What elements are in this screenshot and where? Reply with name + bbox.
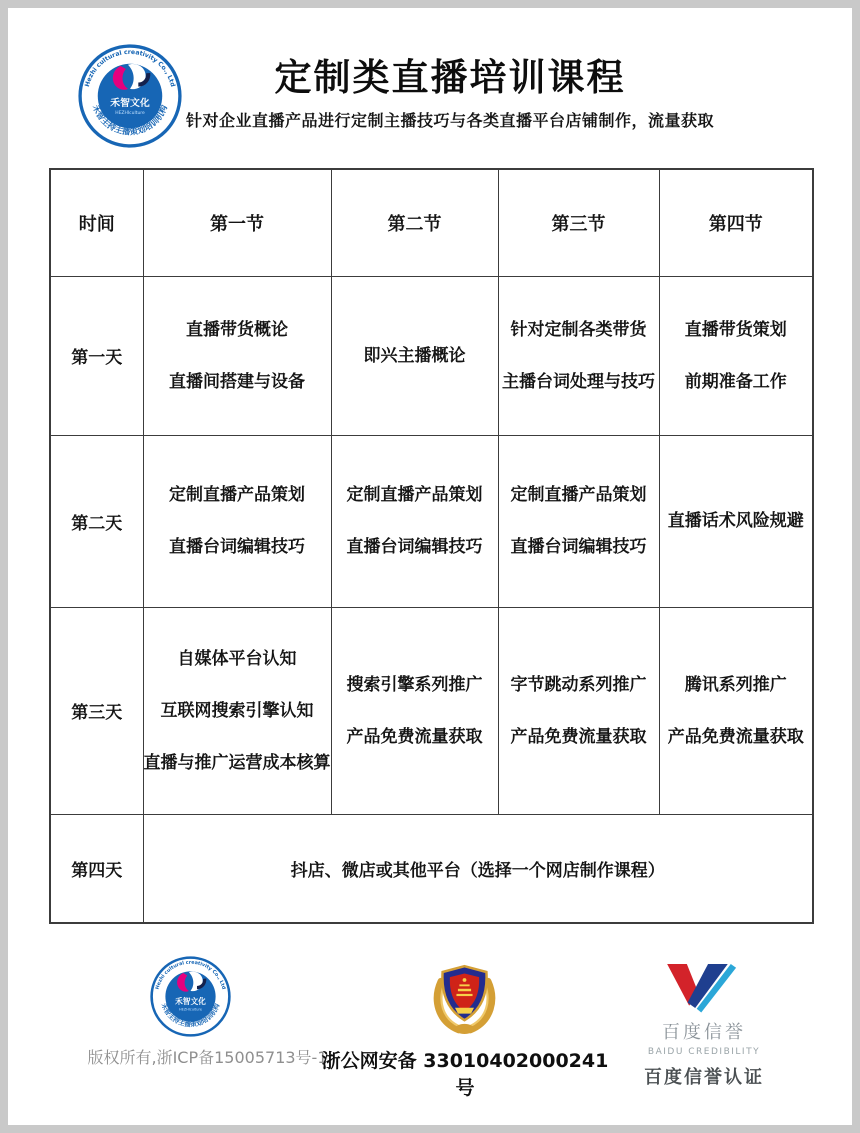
course-line: 主播台词处理与技巧 [502,371,655,392]
course-line: 直播台词编辑技巧 [346,537,483,557]
course-line: 定制直播产品策划 [346,485,483,505]
day-label: 第四天 [50,814,143,923]
course-line: 前期准备工作 [684,371,787,392]
course-schedule-table [49,168,814,924]
course-line: 腾讯系列推广 [684,674,787,695]
header-cell-session2: 第二节 [331,169,498,276]
table-row-day4 [50,814,813,923]
header-cell-session1: 第一节 [143,169,331,276]
course-cell [659,435,813,607]
course-cell [659,276,813,435]
page-title: 定制类直播培训课程 [274,56,626,99]
police-badge-icon[interactable] [428,960,501,1038]
course-line: 直播间搭建与设备 [169,371,305,392]
table-header-row [50,169,813,276]
course-cell [331,607,498,814]
police-record-link[interactable]: 浙公网安备 33010402000241号 [321,1050,609,1099]
table-row-day1 [50,276,813,435]
course-line: 直播带货策划 [684,319,787,340]
footer-company-logo [150,956,231,1037]
course-cell [143,435,331,607]
icp-record-link[interactable]: 版权所有,浙ICP备15005713号-1 [87,1048,328,1067]
course-line: 互联网搜索引擎认知 [160,700,314,721]
course-line: 直播与推广运营成本核算 [143,752,331,773]
course-cell [498,607,659,814]
day-label: 第三天 [50,607,143,814]
course-line: 产品免费流量获取 [667,726,804,747]
course-line: 针对定制各类带货 [510,319,647,340]
day-label: 第一天 [50,276,143,435]
header-cell-session4: 第四节 [659,169,813,276]
course-cell-merged: 抖店、微店或其他平台（选择一个网店制作课程） [143,814,813,923]
course-cell [659,607,813,814]
baidu-credibility-cn: 百度信誉 [662,1022,746,1043]
course-line: 自媒体平台认知 [177,648,297,669]
course-line: 产品免费流量获取 [510,726,647,747]
header-cell-session3: 第三节 [498,169,659,276]
course-line: 定制直播产品策划 [510,485,647,505]
header-cell-time: 时间 [50,169,143,276]
course-cell [498,435,659,607]
baidu-credibility-en: BAIDU CREDIBILITY [647,1047,761,1057]
course-line: 直播带货概论 [186,319,288,340]
course-line: 字节跳动系列推广 [510,674,647,695]
course-line: 直播话术风险规避 [667,511,804,531]
course-cell [498,276,659,435]
baidu-cert-label: 百度信誉认证 [644,1067,764,1088]
course-cell [331,435,498,607]
baidu-credibility-block[interactable] [604,1018,804,1089]
course-line: 定制直播产品策划 [169,485,305,505]
course-line: 直播台词编辑技巧 [169,537,305,557]
course-line: 直播台词编辑技巧 [510,537,647,557]
table-row-day2 [50,435,813,607]
header [60,56,840,131]
course-line: 产品免费流量获取 [346,726,483,747]
course-cell [143,607,331,814]
table-row-day3 [50,607,813,814]
day-label: 第二天 [50,435,143,607]
course-line: 即兴主播概论 [363,345,466,366]
baidu-credibility-icon[interactable] [664,964,740,1014]
page-subtitle: 针对企业直播产品进行定制主播技巧与各类直播平台店铺制作，流量获取 [185,111,714,130]
course-cell [331,276,498,435]
course-cell [143,276,331,435]
course-line: 搜索引擎系列推广 [346,674,483,695]
